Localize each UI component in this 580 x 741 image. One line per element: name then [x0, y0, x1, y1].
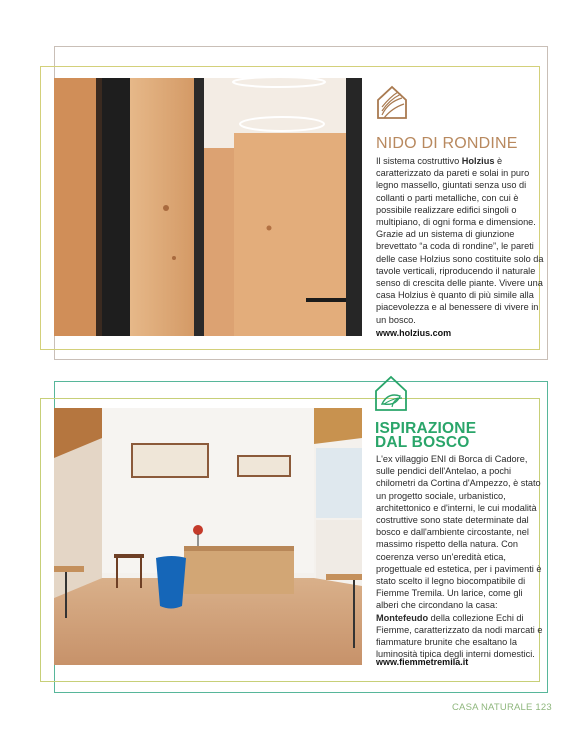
section2-title-line2: DAL BOSCO: [375, 434, 470, 451]
section2-body-part1: L'ex villaggio ENI di Borca di Cadore, sulle pendici dell'Antelao, a pochi chilometri da Cortina d'Ampezzo, è stato un progetto sociale, urbanistico, architettonico e d'interni, le cui modalità costruttive sono state determinate dal bosco e dall'ambiente circostante, nel massimo rispetto della natura. Con coerenza verso un'eredità etica, progettuale ed estetica, per i pavimenti è stato scelto il legno biocompatibile di Fiemme Tremila. Un larice, come gli alberi che circondano la casa:: [376, 454, 542, 611]
wooden-house-icon: [376, 84, 408, 120]
section2-title-line1: ISPIRAZIONE: [375, 420, 477, 437]
photo-larch-floor-room: [54, 408, 362, 665]
section1-url-link[interactable]: www.holzius.com: [376, 328, 452, 338]
section2-brand: Montefeudo: [376, 612, 429, 623]
section2-url-link[interactable]: www.fiemmetremila.it: [376, 657, 469, 667]
section2-body: [376, 453, 544, 660]
section1-body: [376, 155, 544, 326]
section1-body-intro: Il sistema costruttivo: [376, 156, 462, 166]
page-footer: [452, 702, 552, 713]
green-house-leaf-icon: [374, 374, 408, 412]
section1-body-rest: è caratterizzato da pareti e solai in puro legno massello, giuntati senza uso di collanti o parti metalliche, con cui è possibile realizzare edifici singoli o multipiano, di ogni forma e dimensione. Grazie ad un sistema di giunzione brevettato “a coda di rondine”, le pareti delle case Holzius sono costituite solo da tavole verticali, riproducendo il naturale senso di crescita delle piante. Vivere una casa Holzius è quanto di più simile alla piacevolezza e al benessere di vivere in un bosco.: [376, 156, 544, 325]
magazine-name: CASA NATURALE: [452, 702, 533, 713]
page-number: 123: [535, 702, 552, 713]
section2-body-part2: della collezione Echi di Fiemme, caratterizzato da nodi marcati e fiammature brunite che esaltano la luminosità tipica degli interni domestici.: [376, 612, 543, 660]
section1-brand: Holzius: [461, 156, 495, 166]
section1-title: NIDO DI RONDINE: [376, 135, 518, 152]
photo-wooden-interior: [54, 78, 362, 336]
